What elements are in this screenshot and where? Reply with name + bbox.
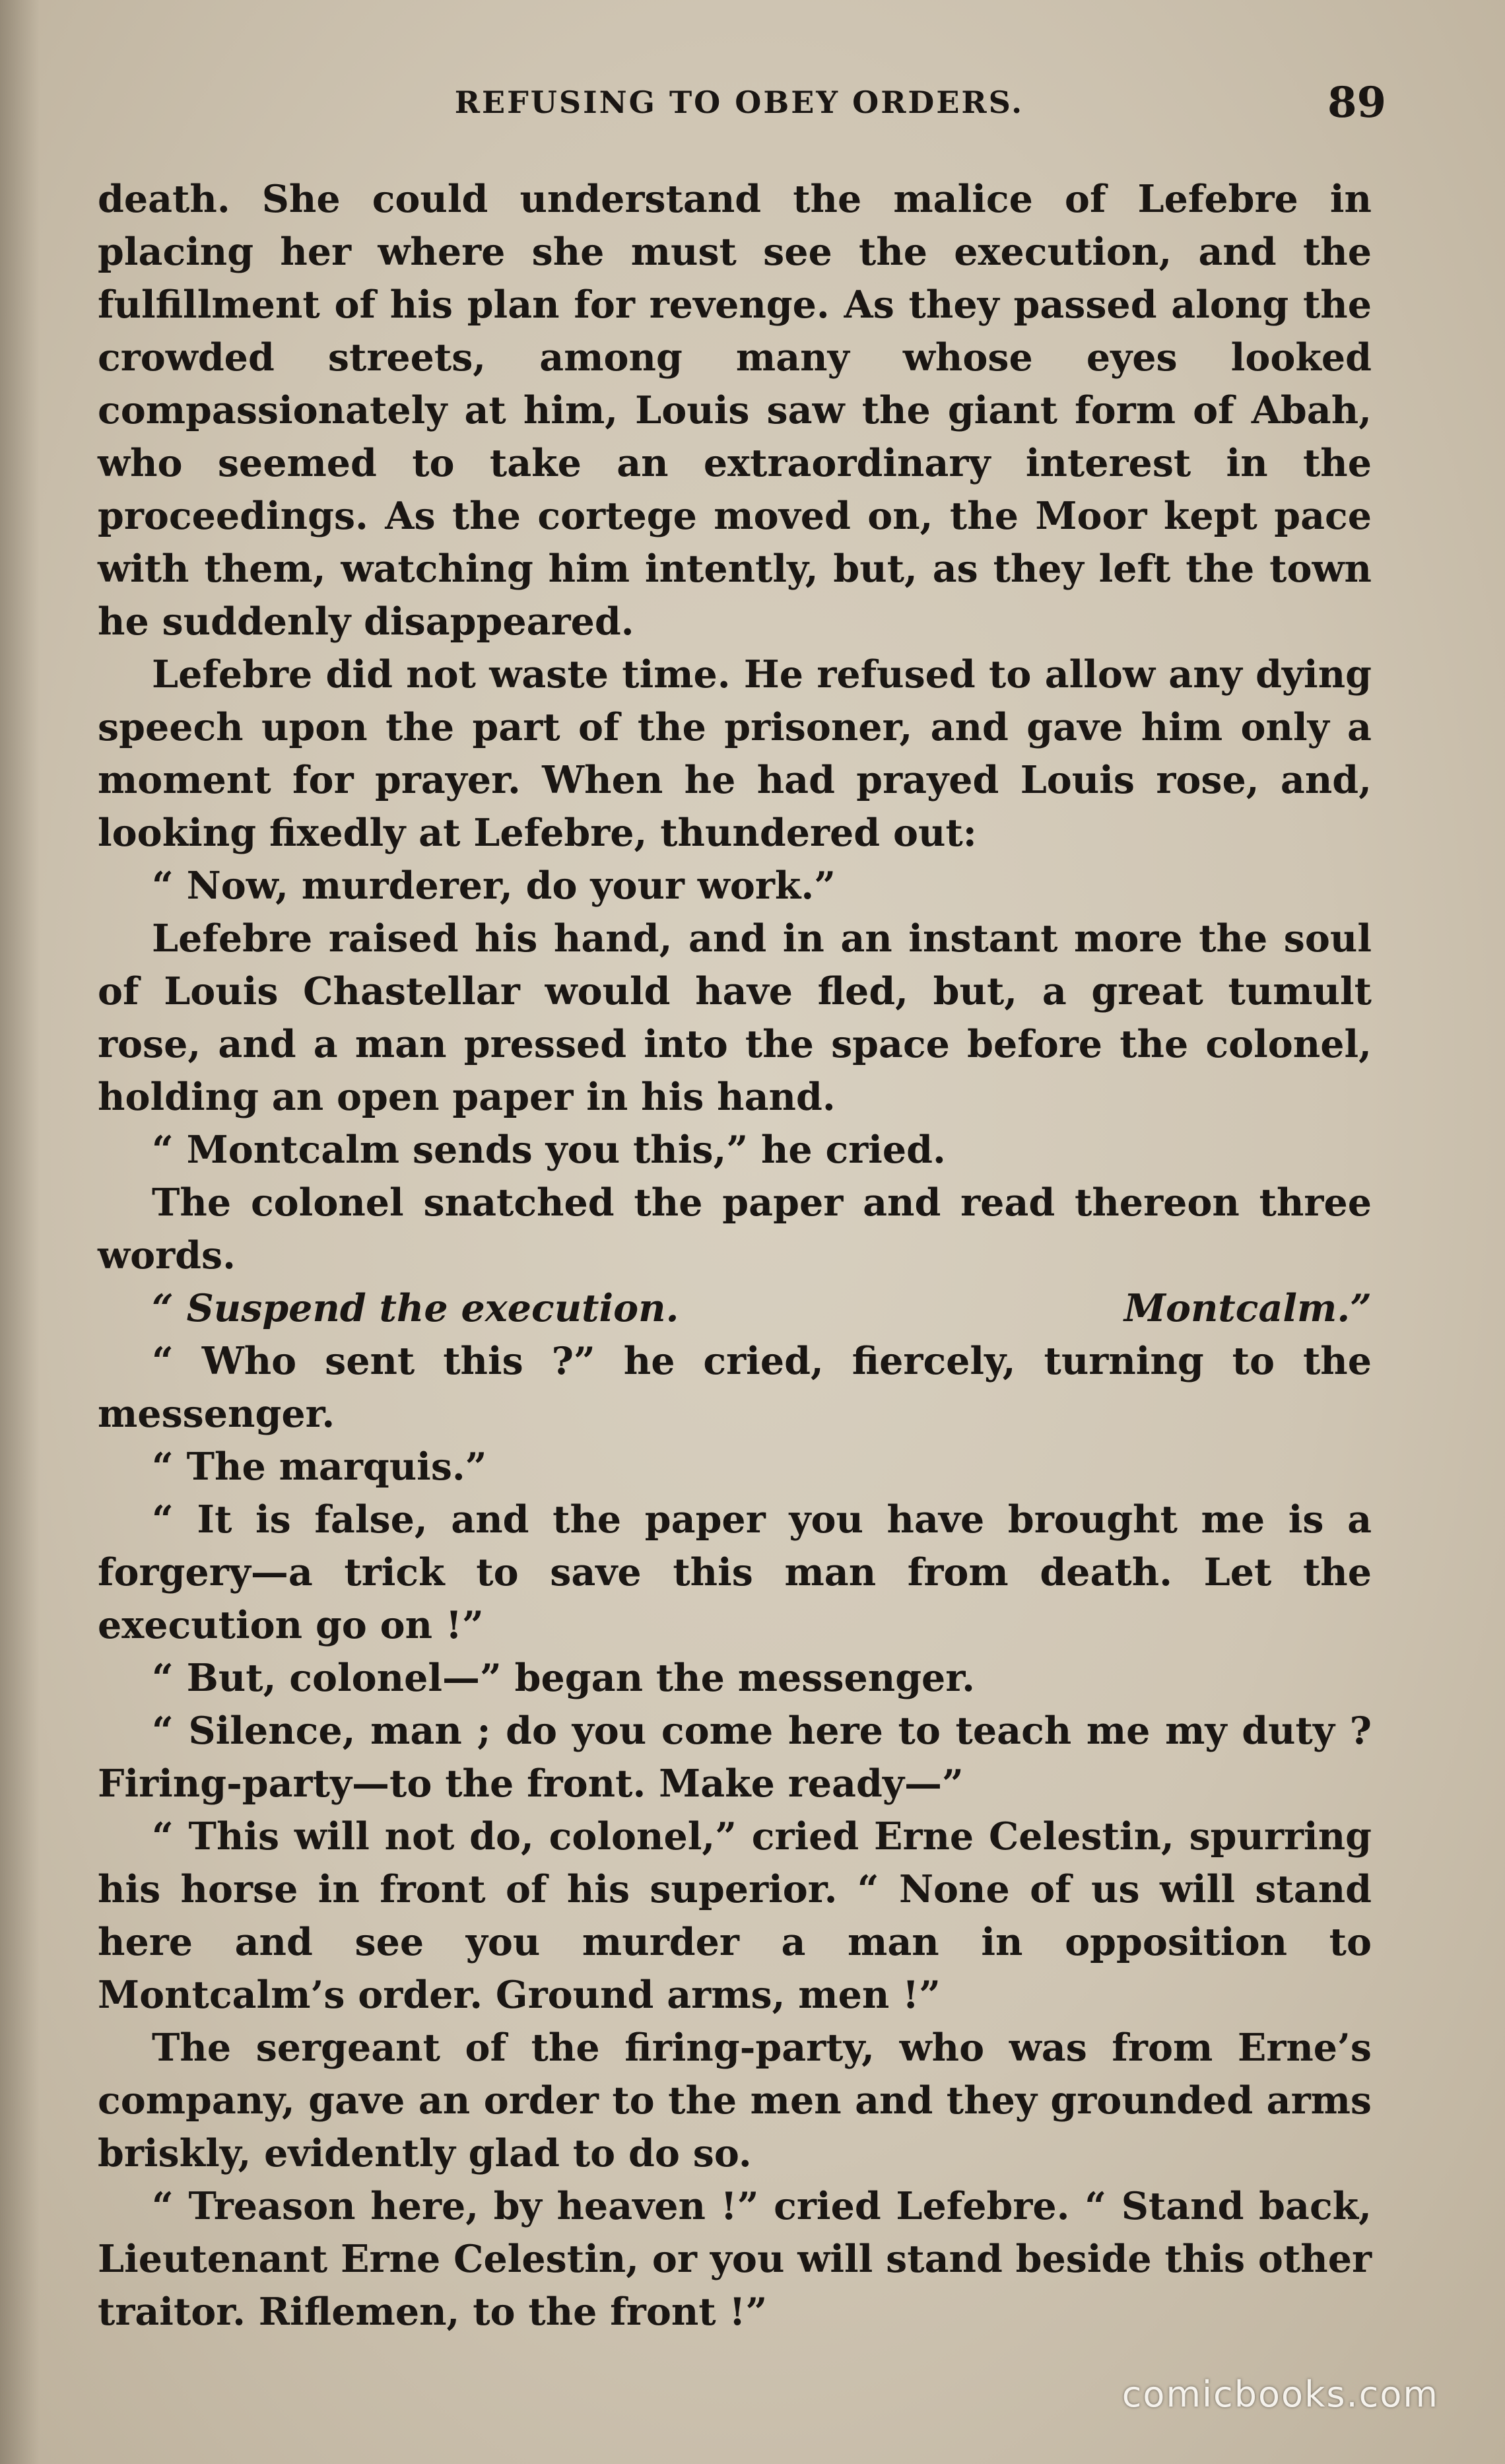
paragraph: “ It is false, and the paper you have brought me is a forgery—a trick to save this man from death. Let the execution go on !” [98, 1497, 1372, 1647]
paragraph: “ Now, murderer, do your work.” [152, 864, 836, 908]
paragraph: “ This will not do, colonel,” cried Erne Celestin, spurring his horse in front of his superior. “ None of us will stand here and see you murder a man in opposition to Montcalm’s order. Ground arms, men !” [98, 1814, 1372, 2017]
paragraph: “ But, colonel—” began the messenger. [152, 1656, 975, 1700]
paragraph: The colonel snatched the paper and read thereon three words. [98, 1181, 1372, 1278]
paragraph: Lefebre raised his hand, and in an instant more the soul of Louis Chastellar would have fled, but, a great tumult rose, and a man pressed into the space before the colonel, holding an open paper in his hand. [98, 916, 1372, 1119]
page-header [92, 78, 1386, 131]
paragraph: “ Who sent this ?” he cried, fiercely, turning to the messenger. [98, 1339, 1372, 1436]
despatch-line [98, 1282, 1372, 1335]
page-number: 89 [1327, 78, 1386, 127]
paragraph: “ Treason here, by heaven !” cried Lefebre. “ Stand back, Lieutenant Erne Celestin, or you will stand beside this other traitor. Riflemen, to the front !” [98, 2184, 1372, 2334]
paragraph: “ Silence, man ; do you come here to teach me my duty ? Firing-party—to the front. Make ready—” [98, 1709, 1372, 1806]
despatch-signature: Montcalm.” [1123, 1286, 1372, 1330]
paragraph: “ The marquis.” [152, 1445, 487, 1489]
body-text [98, 173, 1372, 2339]
running-title: REFUSING TO OBEY ORDERS. [454, 85, 1024, 120]
site-watermark: comicbooks.com [1121, 2374, 1439, 2415]
paragraph: death. She could understand the malice of Lefebre in placing her where she must see the execution, and the fulfillment of his plan for revenge. As they passed along the crowded streets, among many whose eyes looked compassionately at him, Louis saw the giant form of Abah, who seemed to take an extraordinary interest in the proceedings. As the cortege moved on, the Moor kept pace with them, watching him intently, but, as they left the town he suddenly disappeared. [98, 177, 1372, 644]
despatch-text: “ Suspend the execution. [152, 1286, 679, 1330]
paragraph: The sergeant of the firing-party, who was from Erne’s company, gave an order to the men and they grounded arms briskly, evidently glad to do so. [98, 2026, 1372, 2175]
paragraph: “ Montcalm sends you this,” he cried. [152, 1128, 946, 1172]
paragraph: Lefebre did not waste time. He refused to allow any dying speech upon the part of the prisoner, and gave him only a moment for prayer. When he had prayed Louis rose, and, looking fixedly at Lefebre, thundered out: [98, 652, 1372, 855]
spine-shadow [0, 0, 40, 2464]
